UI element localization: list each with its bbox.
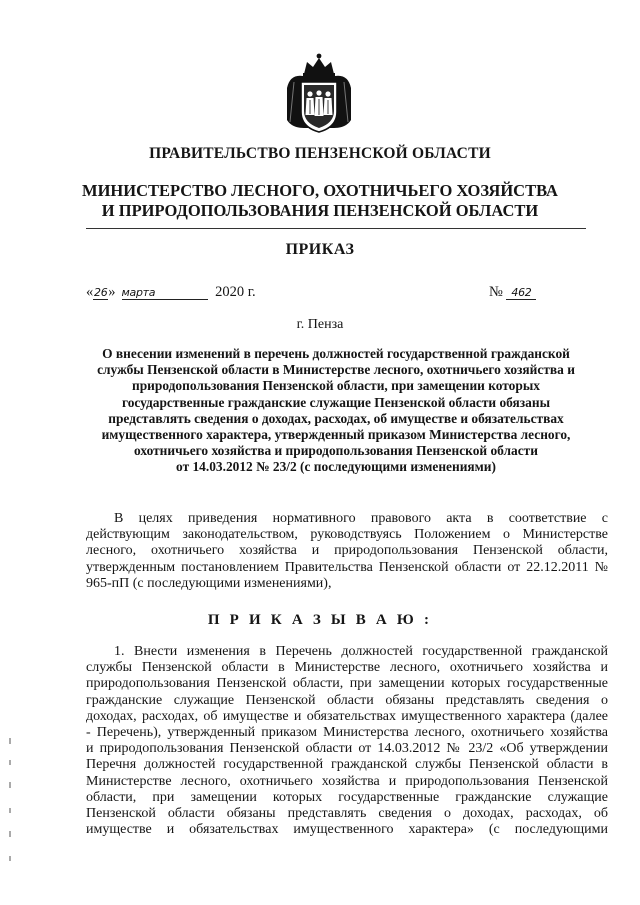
paragraph-line: гражданские служащие Пензенской области обязаны представлять сведения о — [86, 692, 608, 708]
paragraph-line: 965-пП (с последующими изменениями), — [86, 575, 332, 591]
item-1-paragraph — [86, 644, 608, 838]
paragraph-line: Пензенской области обязаны представлять сведения о доходах, расходах, об — [86, 806, 608, 822]
date-open-quote: « — [86, 284, 94, 300]
government-title: ПРАВИТЕЛЬСТВО ПЕНЗЕНСКОЙ ОБЛАСТИ — [149, 145, 491, 162]
paragraph-line: Перечня должностей государственной гражданской службы Пензенской области в — [86, 757, 608, 773]
ministry-title-line: И ПРИРОДОПОЛЬЗОВАНИЯ ПЕНЗЕНСКОЙ ОБЛАСТИ — [101, 201, 539, 220]
subject-line: государственные гражданские служащие Пензенской области обязаны — [121, 394, 551, 410]
paragraph-line: и природопользования Пензенской области от 14.03.2012 № 23/2 «Об утверждении — [86, 741, 608, 757]
subject-line: имущественного характера, утвержденный приказом Министерства лесного, — [101, 427, 571, 443]
paragraph-line: доходах, расходах, об имуществе и обязательствах имущественного характера (далее — [86, 708, 608, 724]
decree-heading: П Р И К А З Ы В А Ю : — [207, 612, 433, 628]
subject-line: охотничьего хозяйства и природопользования Пензенской области — [134, 443, 538, 459]
subject-line: службы Пензенской области в Министерстве лесного, охотничьего хозяйства и — [97, 362, 575, 378]
date-day: 26 — [94, 286, 108, 299]
subject-line: от 14.03.2012 № 23/2 (с последующими изменениями) — [176, 459, 496, 475]
coat-of-arms-icon — [282, 52, 356, 136]
paragraph-line: службы Пензенской области в Министерстве лесного, охотничьего хозяйства и — [86, 660, 608, 676]
subject-line: О внесении изменений в перечень должностей государственной гражданской — [102, 346, 570, 361]
document-date — [86, 284, 256, 301]
header-divider — [86, 228, 586, 229]
paragraph-line: - Перечень), утвержденный приказом Министерства лесного, охотничьего хозяйства — [86, 725, 608, 741]
paragraph-line: В целях приведения нормативного правового акта в соответствие с — [114, 511, 608, 526]
number-label: № — [489, 284, 503, 300]
paragraph-line: 1. Внести изменения в Перечень должностей государственной гражданской — [114, 644, 608, 659]
paragraph-line: Министерстве лесного, охотничьего хозяйства и природопользования Пензенской — [86, 773, 608, 789]
document-city: г. Пенза — [296, 317, 344, 332]
date-close-quote: » — [108, 284, 116, 300]
subject-line: представлять сведения о доходах, расходах, об имуществе и обязательствах — [108, 410, 564, 426]
paragraph-line: природопользования Пензенской области, при замещении которых государственные — [86, 676, 608, 692]
paragraph-line: области, при замещении которых государственные гражданские служащие — [86, 789, 608, 805]
document-type: ПРИКАЗ — [285, 241, 355, 258]
paragraph-line: лесного, охотничьего хозяйства и природопользования Пензенской области, — [86, 543, 608, 559]
ministry-title-line: МИНИСТЕРСТВО ЛЕСНОГО, ОХОТНИЧЬЕГО ХОЗЯЙСТВА — [82, 181, 558, 200]
date-year: 2020 г. — [215, 284, 256, 300]
document-subject — [86, 346, 586, 476]
paragraph-line: имуществе и обязательствах имущественного характера» (с последующими — [86, 822, 608, 838]
preamble-paragraph — [86, 511, 608, 592]
document-number — [489, 284, 536, 301]
subject-line: природопользования Пензенской области, при замещении которых — [132, 378, 540, 394]
date-month: марта — [122, 286, 208, 300]
ministry-title — [60, 181, 580, 221]
paragraph-line: утвержденным постановлением Правительства Пензенской области от 22.12.2011 № — [86, 559, 608, 575]
scan-margin-marks — [7, 738, 13, 868]
paragraph-line: действующим законодательством, руководствуясь Положением о Министерстве — [86, 527, 608, 543]
number-value: 462 — [506, 286, 536, 300]
